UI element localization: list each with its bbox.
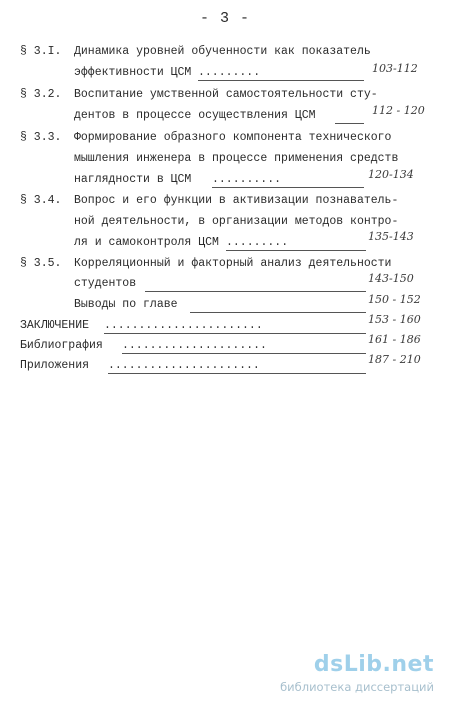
entry-title-line: Приложения [20,359,90,372]
dot-leader: ....................... [104,319,263,332]
dot-leader: .......... [212,173,282,186]
watermark-logo: dsLib.net [313,652,434,677]
page-range: 161 - 186 [368,333,421,346]
page-underline [226,250,366,251]
entry-title-line: Библиография [20,339,103,352]
dot-leader: ......... [226,236,289,249]
entry-title-line: ЗАКЛЮЧЕНИЕ [20,319,90,332]
entry-title-line: наглядности в ЦСМ [74,173,192,186]
section-number: § 3.3. [20,131,62,144]
entry-title-line: дентов в процессе осуществления ЦСМ [74,109,316,122]
entry-title-line: Вопрос и его функции в активизации познаватель- [74,194,399,207]
page-underline [190,312,366,313]
page-underline [198,80,364,81]
entry-title-line: Выводы по главе [74,298,178,311]
page-underline [108,373,366,374]
dot-leader: ...................... [108,359,260,372]
page-underline [104,333,366,334]
page-underline [122,353,366,354]
page-range: 153 - 160 [368,313,421,326]
entry-title-line: Формирование образного компонента технического [74,131,392,144]
page-number: - 3 - [199,10,250,27]
entry-title-line: ля и самоконтроля ЦСМ [74,236,219,249]
entry-title-line: студентов [74,277,137,290]
entry-title-line: мышления инженера в процессе применения средств [74,152,399,165]
page-range: 135-143 [368,230,414,243]
entry-title-line: ной деятельности, в организации методов контро- [74,215,399,228]
page-underline [145,291,366,292]
entry-title-line: Корреляционный и факторный анализ деятельности [74,257,392,270]
entry-title-line: Воспитание умственной самостоятельности сту- [74,88,378,101]
page-range: 112 - 120 [372,104,425,117]
section-number: § 3.4. [20,194,62,207]
page-underline [335,123,364,124]
dot-leader: ......... [198,66,261,79]
page-underline [212,187,364,188]
section-number: § 3.2. [20,88,62,101]
page-range: 143-150 [368,272,414,285]
page-range: 150 - 152 [368,293,421,306]
section-number: § 3.I. [20,45,62,58]
entry-title-line: эффективности ЦСМ [74,66,192,79]
watermark-subtitle: библиотека диссертаций [280,680,434,694]
entry-title-line: Динамика уровней обученности как показатель [74,45,371,58]
page-range: 187 - 210 [368,353,421,366]
page-range: 103-112 [372,62,418,75]
dot-leader: ..................... [122,339,267,352]
section-number: § 3.5. [20,257,62,270]
page-range: 120-134 [368,168,414,181]
